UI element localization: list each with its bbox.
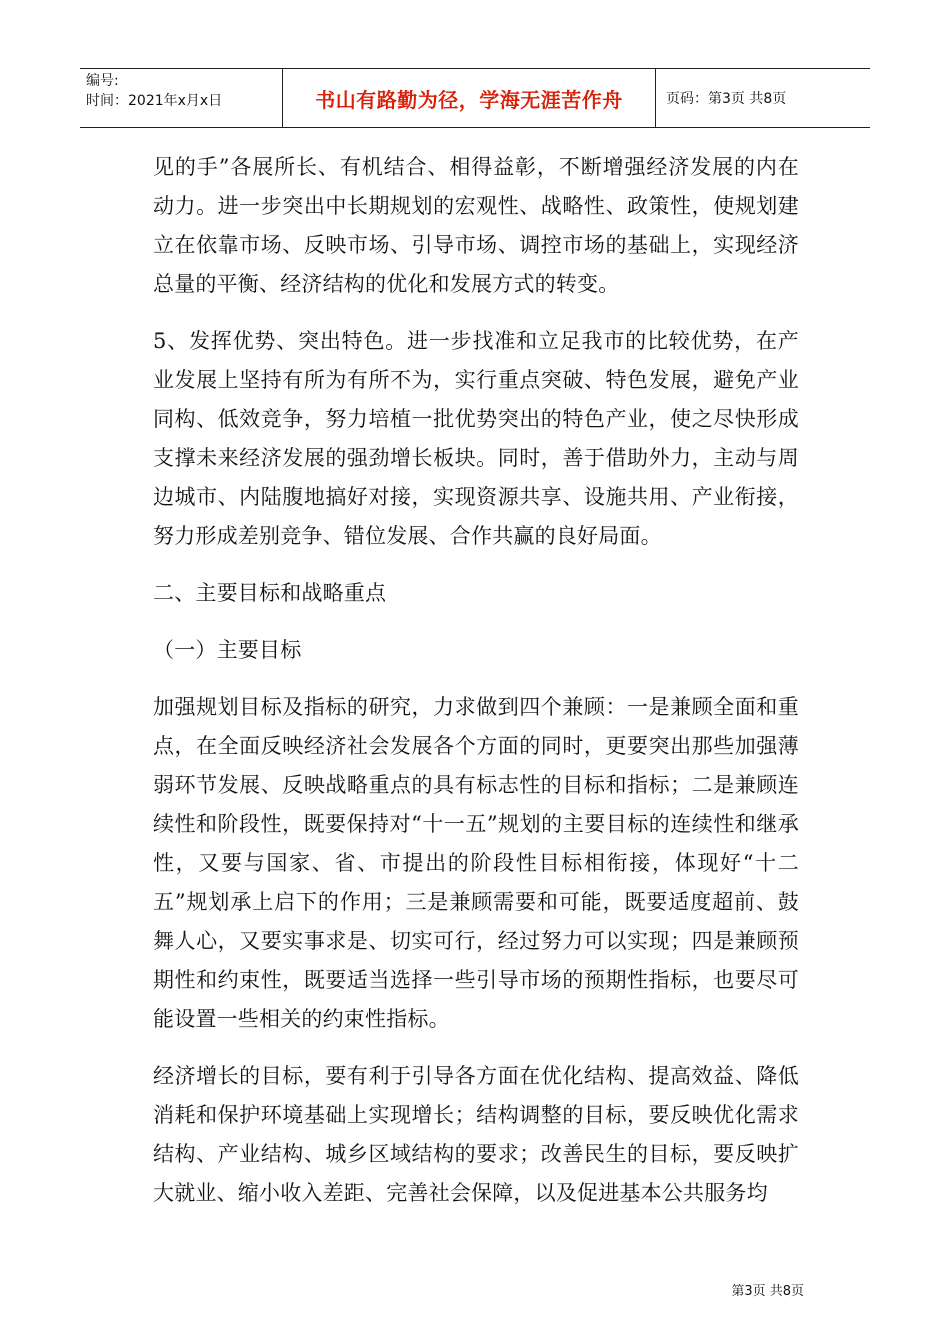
- page-header: [80, 68, 870, 128]
- document-date-label: 时间：2021年x月x日: [86, 93, 223, 109]
- paragraph: 经济增长的目标，要有利于引导各方面在优化结构、提高效益、降低消耗和保护环境基础上实现增长；结构调整的目标，要反映优化需求结构、产业结构、城乡区域结构的要求；改善民生的目标，要反映扩大就业、缩小收入差距、完善社会保障，以及促进基本公共服务均: [153, 1064, 799, 1205]
- document-number-label: 编号:: [86, 73, 119, 89]
- paragraph: 见的手”各展所长、有机结合、相得益彰，不断增强经济发展的内在动力。进一步突出中长期规划的宏观性、战略性、政策性，使规划建立在依靠市场、反映市场、引导市场、调控市场的基础上，实现经济总量的平衡、经济结构的优化和发展方式的转变。: [153, 155, 799, 296]
- section-heading: 二、主要目标和战略重点: [153, 581, 387, 605]
- paragraph: 加强规划目标及指标的研究，力求做到四个兼顾：一是兼顾全面和重点，在全面反映经济社会发展各个方面的同时，更要突出那些加强薄弱环节发展、反映战略重点的具有标志性的目标和指标；二是兼顾连续性和阶段性，既要保持对“十一五”规划的主要目标的连续性和继承性，又要与国家、省、市提出的阶段性目标相衔接，体现好“十二五”规划承上启下的作用；三是兼顾需要和可能，既要适度超前、鼓舞人心，又要实事求是、切实可行，经过努力可以实现；四是兼顾预期性和约束性，既要适当选择一些引导市场的预期性指标，也要尽可能设置一些相关的约束性指标。: [153, 695, 799, 1031]
- header-page-number: 页码：第3页 共8页: [666, 91, 787, 107]
- subsection-heading: （一）主要目标: [153, 638, 302, 662]
- document-body: [153, 148, 799, 1231]
- page-footer-number: 第3页 共8页: [731, 1284, 804, 1299]
- header-info-cell: [80, 69, 283, 127]
- header-motto: 书山有路勤为径，学海无涯苦作舟: [283, 69, 656, 127]
- paragraph: 5、发挥优势、突出特色。进一步找准和立足我市的比较优势，在产业发展上坚持有所为有所不为，实行重点突破、特色发展，避免产业同构、低效竞争，努力培植一批优势突出的特色产业，使之尽快形成支撑未来经济发展的强劲增长板块。同时，善于借助外力，主动与周边城市、内陆腹地搞好对接，实现资源共享、设施共用、产业衔接，努力形成差别竞争、错位发展、合作共赢的良好局面。: [153, 329, 799, 548]
